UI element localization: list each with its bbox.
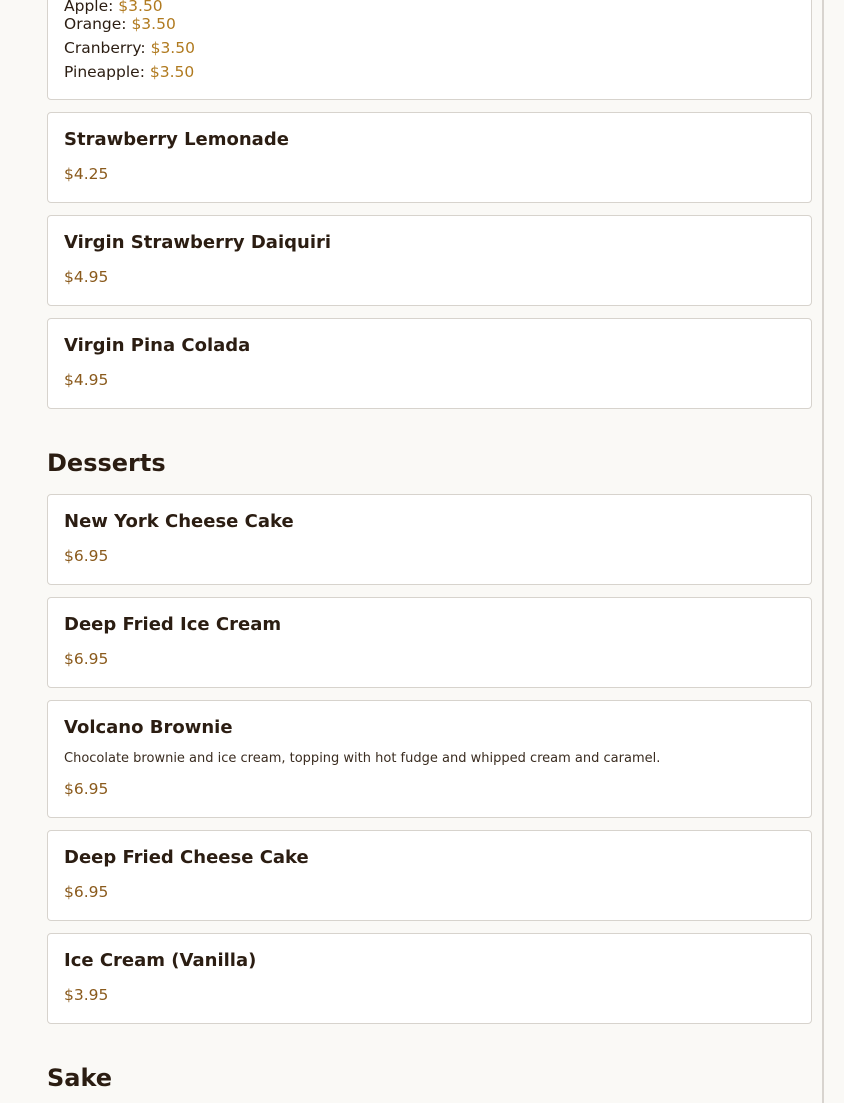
juice-name: Apple: — [64, 0, 114, 15]
item-price: $3.95 — [64, 986, 109, 1004]
item-price: $6.95 — [64, 780, 109, 798]
menu-item-card[interactable] — [47, 318, 812, 409]
item-description: Chocolate brownie and ice cream, topping with hot fudge and whipped cream and caramel. — [64, 751, 661, 766]
juice-name: Orange: — [64, 15, 127, 33]
item-name: Deep Fried Cheese Cake — [64, 847, 309, 868]
section-title-sake: Sake — [47, 1064, 113, 1092]
menu-item-card[interactable] — [47, 597, 812, 688]
item-name: Deep Fried Ice Cream — [64, 614, 282, 635]
juice-price: $3.50 — [118, 0, 163, 15]
menu-item-card[interactable] — [47, 933, 812, 1024]
menu-item-card[interactable] — [47, 112, 812, 203]
menu-item-card[interactable] — [47, 830, 812, 921]
item-price: $4.95 — [64, 371, 109, 389]
menu-item-card-juices[interactable] — [47, 0, 812, 100]
item-name: Strawberry Lemonade — [64, 129, 289, 150]
item-name: New York Cheese Cake — [64, 511, 294, 532]
item-name: Virgin Pina Colada — [64, 335, 251, 356]
juice-name: Cranberry: — [64, 39, 146, 57]
item-price: $4.95 — [64, 268, 109, 286]
juice-name: Pineapple: — [64, 63, 145, 81]
item-name: Volcano Brownie — [64, 717, 233, 738]
item-name: Virgin Strawberry Daiquiri — [64, 232, 332, 253]
scrollbar-track[interactable] — [822, 0, 824, 1103]
juice-line-orange — [64, 14, 176, 34]
section-title-desserts: Desserts — [47, 449, 166, 477]
menu-item-card[interactable] — [47, 494, 812, 585]
menu-item-card[interactable] — [47, 215, 812, 306]
item-price: $6.95 — [64, 883, 109, 901]
menu-item-card[interactable] — [47, 700, 812, 818]
item-price: $6.95 — [64, 547, 109, 565]
item-price: $4.25 — [64, 165, 109, 183]
juice-price: $3.50 — [149, 63, 195, 81]
juice-price: $3.50 — [131, 15, 176, 33]
juice-line-cranberry — [64, 38, 195, 58]
item-name: Ice Cream (Vanilla) — [64, 950, 257, 971]
juice-line-pineapple — [64, 62, 194, 82]
item-price: $6.95 — [64, 650, 109, 668]
juice-price: $3.50 — [150, 39, 195, 57]
